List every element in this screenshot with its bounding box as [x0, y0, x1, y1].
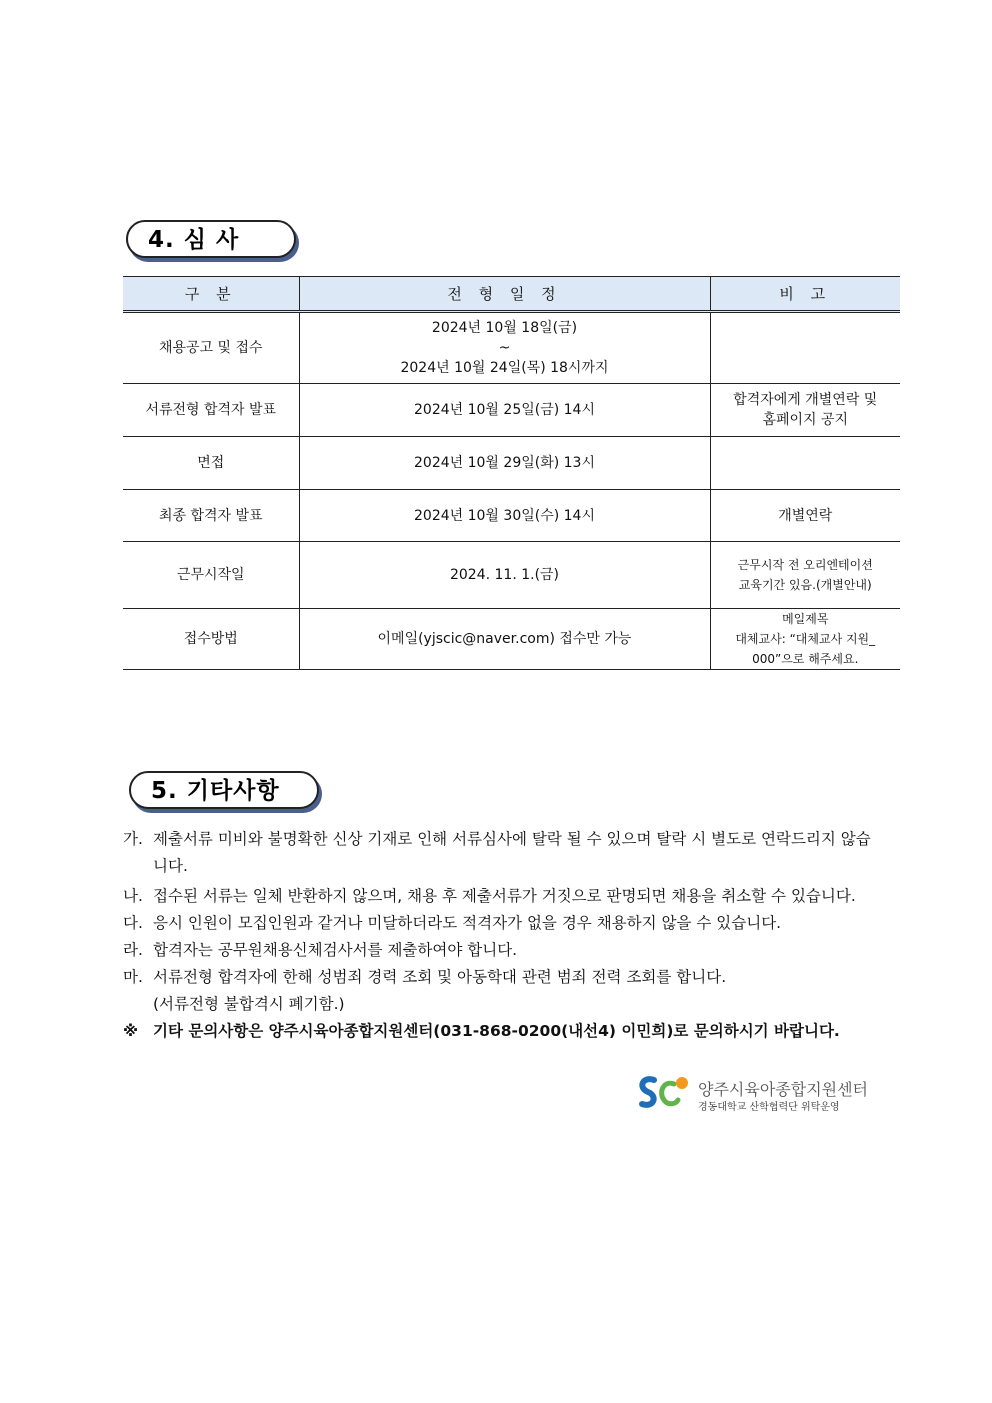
row-note — [710, 609, 900, 670]
row-schedule: 2024년 10월 30일(수) 14시 — [299, 490, 710, 542]
list-item — [123, 910, 883, 937]
list-item — [123, 937, 883, 964]
logo-subtitle: 경동대학교 산학협력단 위탁운영 — [698, 1102, 840, 1113]
row-note: 개별연락 — [710, 490, 900, 542]
final-note — [123, 1018, 883, 1045]
table-row — [123, 384, 900, 437]
row-category: 접수방법 — [123, 609, 299, 670]
item-text: 응시 인원이 모집인원과 같거나 미달하더라도 적격자가 없을 경우 채용하지 않을 수 있습니다. — [153, 914, 782, 932]
asterisk-mark: ※ — [123, 1022, 139, 1040]
item-text-line: (서류전형 불합격시 폐기함.) — [153, 995, 345, 1013]
item-marker: 라. — [123, 941, 143, 959]
header-schedule: 전 형 일 정 — [299, 277, 710, 312]
sc-logo-icon — [636, 1074, 692, 1112]
table-row — [123, 542, 900, 609]
row-note — [710, 542, 900, 609]
center-logo — [636, 1074, 886, 1114]
table-header-row — [123, 277, 900, 312]
note-line: 대체교사: “대체교사 지원_ — [735, 632, 876, 646]
schedule-line: 2024년 10월 24일(목) 18시까지 — [400, 360, 609, 376]
row-schedule: 이메일(yjscic@naver.com) 접수만 가능 — [299, 609, 710, 670]
row-schedule — [299, 312, 710, 384]
row-schedule: 2024. 11. 1.(금) — [299, 542, 710, 609]
row-note — [710, 384, 900, 437]
row-note — [710, 437, 900, 490]
row-category: 면접 — [123, 437, 299, 490]
note-line: 합격자에게 개별연락 및 — [733, 392, 878, 408]
note-line: 근무시작 전 오리엔테이션 — [737, 558, 873, 572]
list-item — [123, 826, 883, 880]
list-item — [123, 964, 883, 1018]
schedule-line: ~ — [498, 340, 511, 356]
schedule-table — [123, 276, 900, 670]
row-category: 채용공고 및 접수 — [123, 312, 299, 384]
item-marker: 다. — [123, 914, 143, 932]
row-schedule: 2024년 10월 29일(화) 13시 — [299, 437, 710, 490]
table-row — [123, 490, 900, 542]
item-text-line: 서류전형 합격자에 한해 성범죄 경력 조회 및 아동학대 관련 범죄 전력 조회를 합니다. — [153, 968, 727, 986]
table-row — [123, 312, 900, 384]
table-row — [123, 609, 900, 670]
item-marker: 가. — [123, 830, 143, 848]
note-line: 메일제목 — [782, 612, 829, 626]
item-text: 합격자는 공무원채용신체검사서를 제출하여야 합니다. — [153, 941, 518, 959]
list-item — [123, 883, 883, 910]
item-text — [153, 964, 883, 1018]
row-category: 서류전형 합격자 발표 — [123, 384, 299, 437]
item-marker: 나. — [123, 887, 143, 905]
final-note-text: 기타 문의사항은 양주시육아종합지원센터(031-868-0200(내선4) 이민희)로 문의하시기 바랍니다. — [153, 1022, 840, 1040]
notes-list — [123, 826, 883, 1045]
row-category: 최종 합격자 발표 — [123, 490, 299, 542]
logo-name: 양주시육아종합지원센터 — [698, 1080, 869, 1099]
section-4-title: 4. 심 사 — [126, 220, 296, 258]
note-line: 홈페이지 공지 — [762, 412, 849, 428]
note-line: 교육기간 있음.(개별안내) — [738, 578, 872, 592]
item-text: 제출서류 미비와 불명확한 신상 기재로 인해 서류심사에 탈락 될 수 있으며 탈락 시 별도로 연락드리지 않습니다. — [153, 830, 871, 875]
row-note — [710, 312, 900, 384]
row-category: 근무시작일 — [123, 542, 299, 609]
item-text: 접수된 서류는 일체 반환하지 않으며, 채용 후 제출서류가 거짓으로 판명되면 채용을 취소할 수 있습니다. — [153, 887, 856, 905]
header-category: 구 분 — [123, 277, 299, 312]
header-note: 비 고 — [710, 277, 900, 312]
section-5-title: 5. 기타사항 — [129, 771, 319, 809]
note-line: 000”으로 해주세요. — [752, 652, 859, 666]
item-marker: 마. — [123, 968, 143, 986]
table-row — [123, 437, 900, 490]
schedule-line: 2024년 10월 18일(금) — [431, 320, 578, 336]
row-schedule: 2024년 10월 25일(금) 14시 — [299, 384, 710, 437]
